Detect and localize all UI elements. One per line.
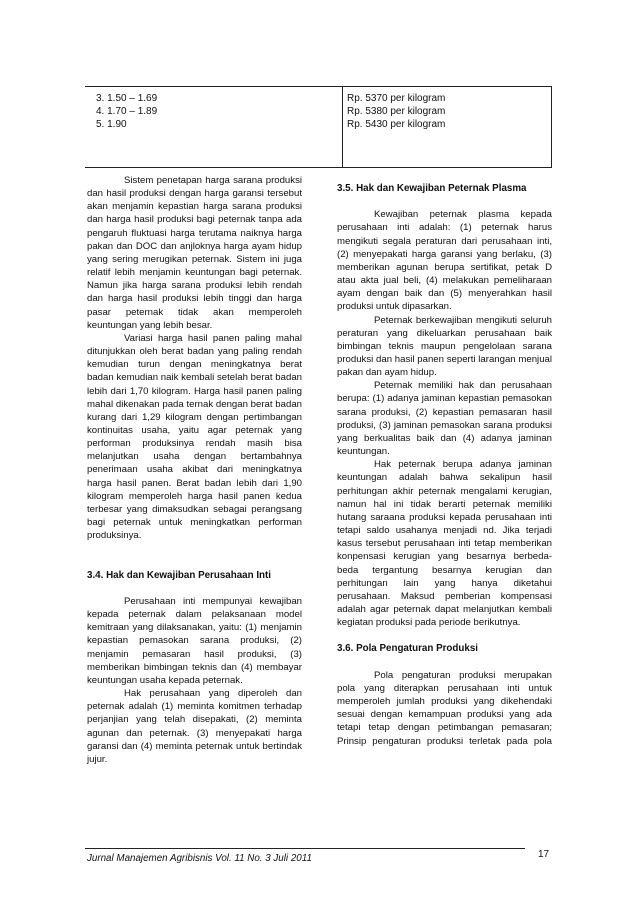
table-cell: 5. 1.90 [96, 118, 127, 130]
table-cell: 3. 1.50 – 1.69 [96, 93, 158, 104]
right-column [337, 182, 552, 748]
paragraph: Peternak berkewajiban mengikuti seluruh peraturan yang dikeluarkan perusahaan baik bimbingan teknis maupun pengelolaan sarana produksi dan hasil panen seperti larangan menjual pakan dan ayam hidup. [337, 314, 552, 379]
paragraph: Hak perusahaan yang diperoleh dan peternak adalah (1) meminta komitmen terhadap perjanjian yang telah disepakati, (2) meminta agunan dan peternak. (3) menyepakati harga garansi dan (4) meminta peternak untuk bertindak jujur. [87, 688, 302, 765]
section-heading-3-6: 3.6. Pola Pengaturan Produksi [337, 643, 479, 655]
paragraph: Hak peternak berupa adanya jaminan keuntungan adalah bahwa sekalipun hasil perhitungan akhir peternak mengalami kerugian, namun hal ini tidak berarti peternak memiliki hutang saraana produksi kepada perusahaan inti tetapi saldo usahanya menjadi nd. Jika terjadi kasus tersebut perusahaan inti tetap memberikan konpensasi kerugian yang besarnya berbeda-beda tergantung besarnya kerugian dan perhitungan lain yang hanya diketahui perusahaan. Maksud pemberian kompensasi adalah agar peternak dapat melanjutkan kembali kegiatan produksi pada periode berikutnya. [337, 459, 552, 629]
journal-citation: Jurnal Manajemen Agribisnis Vol. 11 No. 3 Juli 2011 [87, 853, 312, 864]
section-heading-3-4: 3.4. Hak dan Kewajiban Perusahaan Inti [87, 569, 272, 581]
table-divider [342, 87, 343, 167]
page-number: 17 [538, 849, 550, 860]
table-cell: Rp. 5430 per kilogram [347, 118, 446, 130]
section-heading-3-5: 3.5. Hak dan Kewajiban Peternak Plasma [337, 183, 527, 194]
left-column [87, 174, 302, 766]
paragraph: Kewajiban peternak plasma kepada perusahaan inti adalah: (1) peternak harus mengikuti segala peraturan dari perusahaan inti, (2) menyepakati harga garansi yang berlaku, (3) memberikan agunan berupa sertifikat, petak D atau akta jual beli, (4) melakukan pemeliharaan ayam dengan baik dan (5) menyerahkan hasil produksi untuk dipasarkan. [337, 209, 552, 313]
table-weight-column [96, 93, 157, 131]
table-cell: 4. 1.70 – 1.89 [96, 105, 158, 117]
paragraph: Variasi harga hasil panen paling mahal ditunjukkan oleh berat badan yang paling rendah kemudian turun dengan meningkatnya berat badan kemudian naik kembali setelah berat badan lebih dari 1,70 kilogram. Harga hasil panen paling mahal dikenakan pada ternak dengan berat badan kurang dari 1,29 kilogram dengan pertimbangan kontinuitas usaha, yaitu agar peternak yang performan produksinya rendah masih bisa melanjutkan usaha dengan bertambahnya penerimaan usaha akibat dari meningkatnya harga hasil panen. Berat badan lebih dari 1,90 kilogram memperoleh harga hasil panen kedua terbesar yang dimaksudkan sebagai perangsang bagi peternak untuk meningkatkan performan produksinya. [87, 332, 302, 542]
paragraph: Pola pengaturan produksi merupakan pola yang diterapkan perusahaan inti untuk memperoleh jumlah produksi yang dikehendaki sesuai dengan kemampuan produksi yang ada tetapi tetap dengan petimbangan pemasaran; Prinsip pengaturan produksi terletak pada pola [337, 669, 552, 747]
table-cell: Rp. 5380 per kilogram [347, 105, 446, 117]
table-cell: Rp. 5370 per kilogram [347, 93, 446, 104]
paragraph: Sistem penetapan harga sarana produksi dan hasil produksi dengan harga garansi tersebut akan menjamin kepastian harga sarana produksi dan harga hasil produksi bagi peternak tanpa ada pengaruh fluktuasi harga terutama naiknya harga pakan dan DOC dan anjloknya harga ayam hidup yang sering merugikan peternak. Sistem ini juga relatif lebih menjamin keuntungan bagi peternak. Namun jika harga sarana produksi lebih rendah dan harga hasil produksi lebih tinggi dan harga pasar peternak tidak akan memperoleh keuntungan yang lebih besar. [87, 175, 302, 331]
paragraph: Peternak memiliki hak dan perusahaan berupa: (1) adanya jaminan kepastian pemasokan sarana produksi, (2) kepastian pemasaran hasil produksi, (3) jaminan pemasokan sarana produksi yang berkualitas baik dan (4) adanya jaminan keuntungan. [337, 380, 552, 458]
footer-rule [85, 848, 525, 849]
paragraph: Perusahaan inti mempunyai kewajiban kepada peternak dalam pelaksanaan model kemitraan yang dilaksanakan, yaitu: (1) menjamin kepastian pemasokan sarana produksi, (2) menjamin pemasaran hasil produksi, (3) memberikan bimbingan teknis dan (4) membayar keuntungan usaha kepada peternak. [87, 595, 302, 686]
price-table [85, 86, 552, 168]
table-price-column [347, 93, 445, 131]
